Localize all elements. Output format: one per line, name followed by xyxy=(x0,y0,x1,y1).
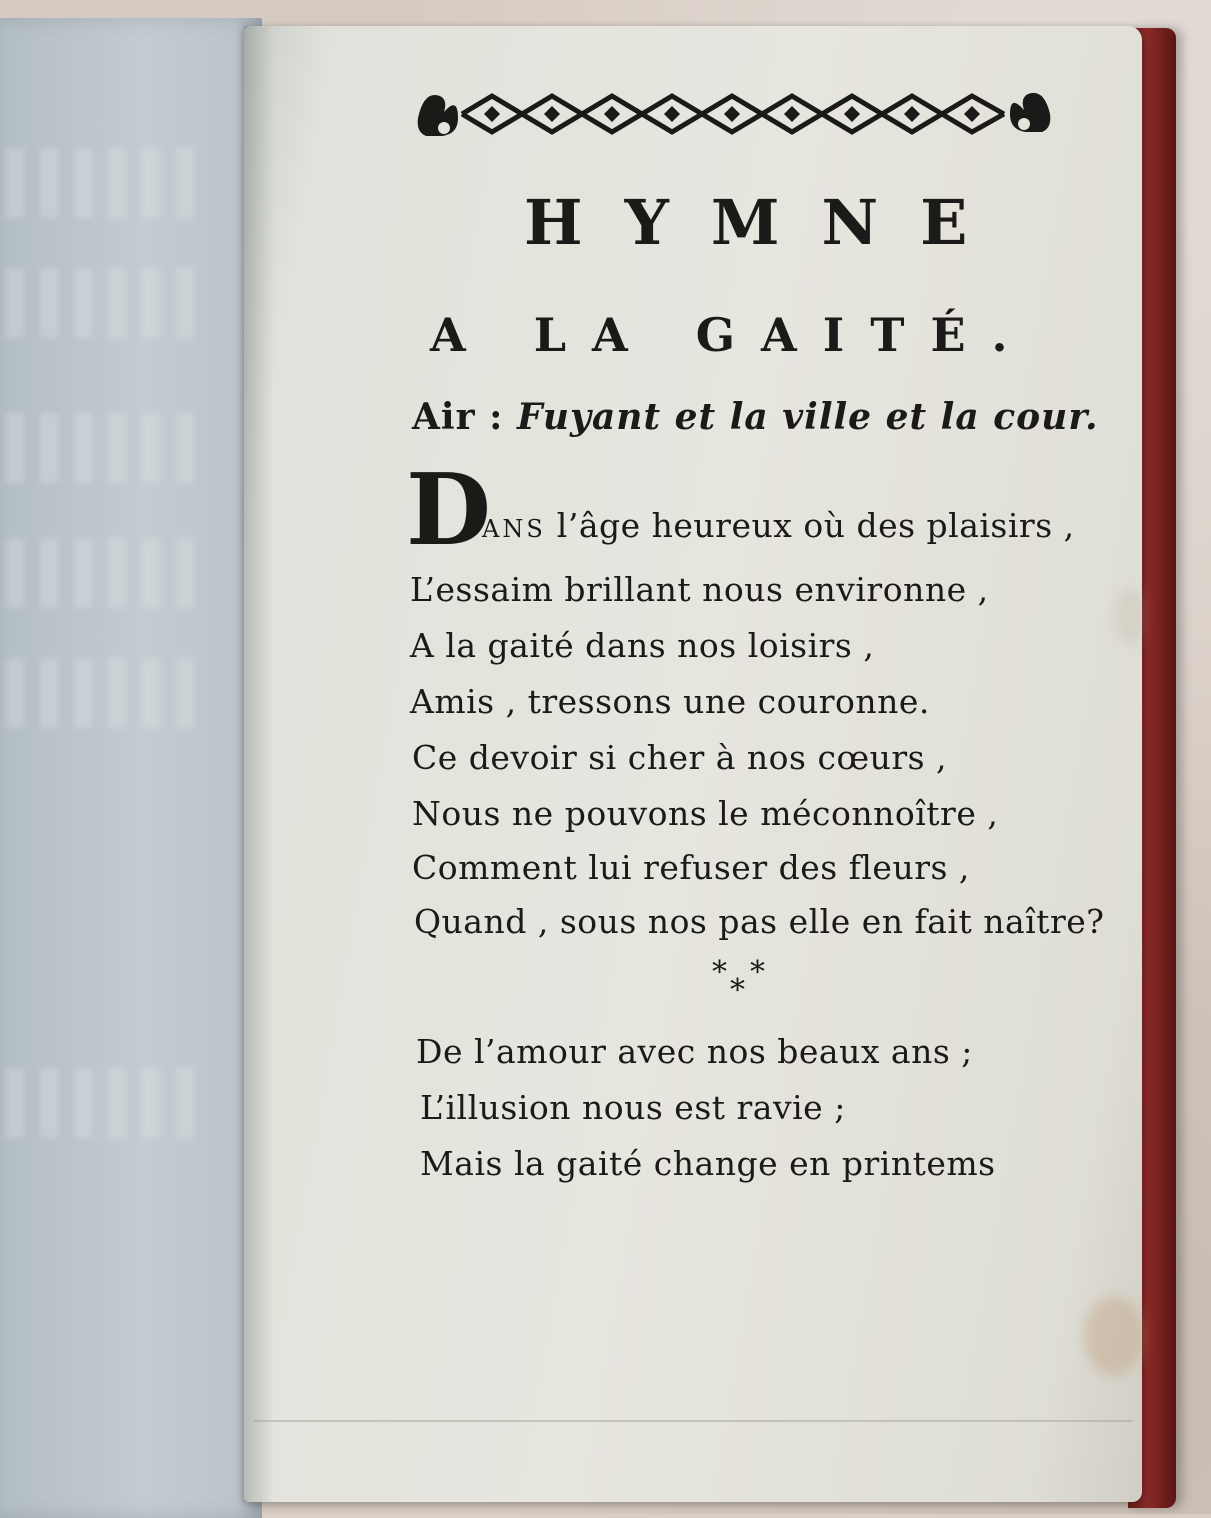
page-gutter-shadow xyxy=(244,26,274,1502)
verse-line: De l’amour avec nos beaux ans ; xyxy=(416,1032,973,1071)
tune-prefix: Air : xyxy=(412,396,504,438)
verse-line: Amis , tressons une couronne. xyxy=(410,682,930,721)
verse-line: L’illusion nous est ravie ; xyxy=(420,1088,846,1127)
verse-line: Mais la gaité change en printems xyxy=(420,1144,996,1183)
first-line-rest: l’âge heureux où des plaisirs , xyxy=(545,506,1075,545)
verse-line: Nous ne pouvons le méconnoître , xyxy=(412,794,999,833)
headpiece-ornament xyxy=(414,78,1054,148)
page-crease xyxy=(254,1420,1132,1422)
book-page: HYMNE A LA GAITÉ. Air : Fuyant et la ville et la cour. D ANS l’âge heureux où des plaisirs , L’essaim brillant nous environne , A la gaité dans nos loisirs , Amis , tressons une couronne. Ce devoir si cher à nos cœurs , Nous ne pouvons le méconnoître , Comment lui refuser des fleurs , Quand , sous nos pas elle en fait naître? * * * De l’amour avec nos beaux ans ; L’illusion nous est ravie ; Mais la gaité change en printems xyxy=(244,26,1142,1502)
show-through-text xyxy=(6,148,196,218)
drop-capital: D xyxy=(406,453,491,568)
foxing-stain xyxy=(1114,586,1144,646)
verse-line: Comment lui refuser des fleurs , xyxy=(412,848,970,887)
verse-line: A la gaité dans nos loisirs , xyxy=(410,626,875,665)
facing-page-left xyxy=(0,18,262,1518)
show-through-text xyxy=(6,413,196,483)
foxing-stain xyxy=(1084,1296,1144,1376)
show-through-text xyxy=(6,538,196,608)
tune-name: Fuyant et la ville et la cour. xyxy=(516,396,1099,438)
tune-indication xyxy=(412,396,1099,438)
hymn-title: HYMNE xyxy=(524,186,1010,259)
verse-line xyxy=(482,506,1075,545)
hymn-subtitle: A LA GAITÉ. xyxy=(430,308,1034,362)
show-through-text xyxy=(6,1068,196,1138)
verse-line: Ce devoir si cher à nos cœurs , xyxy=(412,738,948,777)
show-through-text xyxy=(6,268,196,338)
verse-line: Quand , sous nos pas elle en fait naître? xyxy=(414,902,1105,941)
first-word-smallcaps: ANS xyxy=(482,515,546,543)
show-through-text xyxy=(6,658,196,728)
verse-line: L’essaim brillant nous environne , xyxy=(410,570,989,609)
